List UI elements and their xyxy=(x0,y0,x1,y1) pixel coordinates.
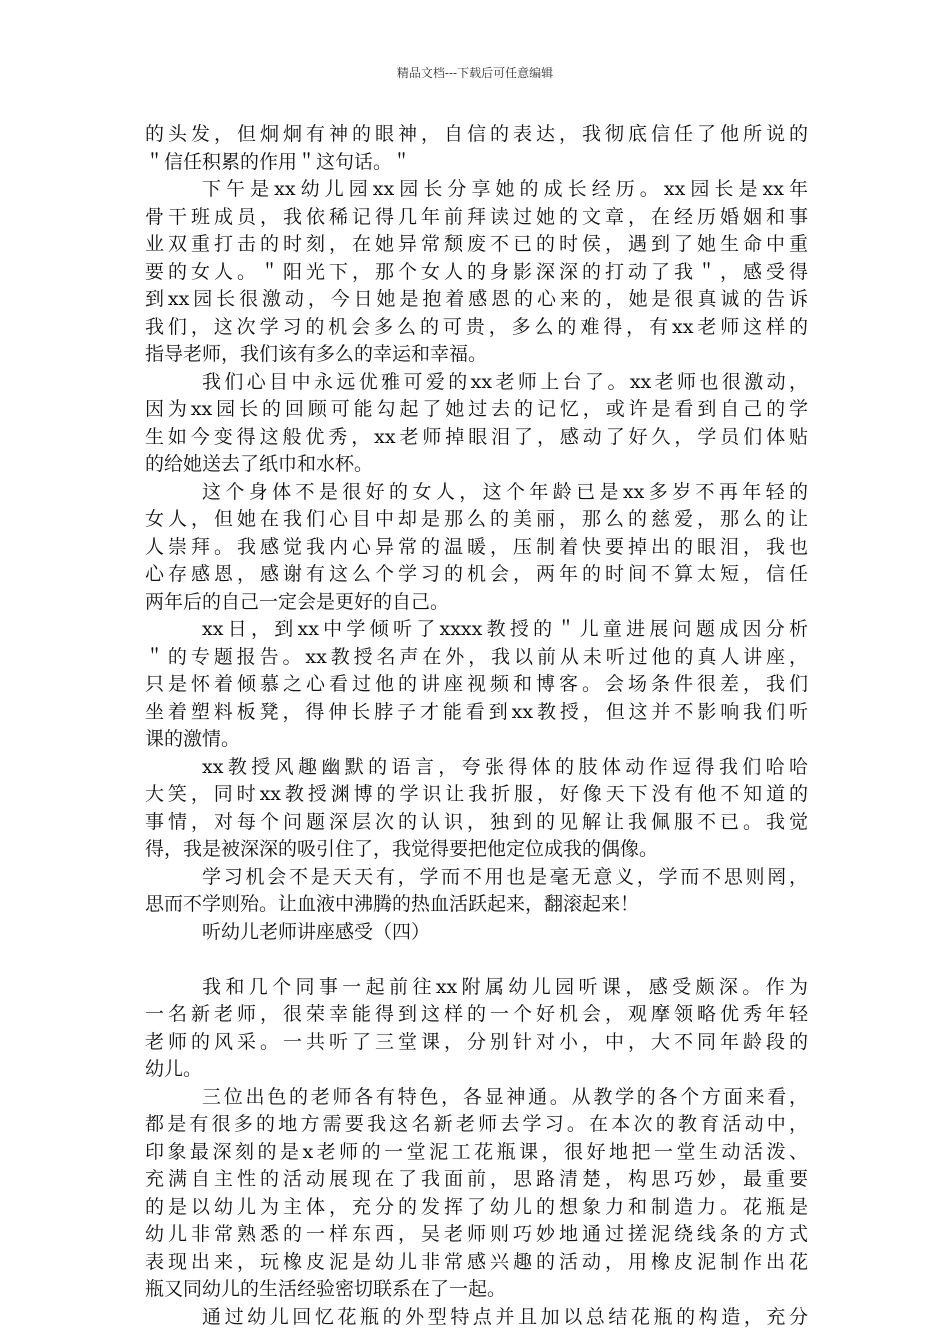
text-line: 的是以幼儿为主体，充分的发挥了幼儿的想象力和制造力。花瓶是 xyxy=(145,1195,808,1218)
text-line: 要的女人。＂阳光下，那个女人的身影深深的打动了我＂，感受得 xyxy=(145,260,808,283)
text-line: 生如今变得这般优秀，xx老师掉眼泪了，感动了好久，学员们体贴 xyxy=(145,425,808,448)
text-line: 充满自主性的活动展现在了我面前，思路清楚，构思巧妙，最重要 xyxy=(145,1168,808,1190)
text-line: 心存感恩，感谢有这么个学习的机会，两年的时间不算太短，信任 xyxy=(145,563,808,585)
text-line: ＂信任积累的作用＂这句话。＂ xyxy=(145,150,412,173)
text-line: 学习机会不是天天有，学而不用也是毫无意义，学而不思则罔， xyxy=(202,865,808,888)
text-line: 业双重打击的时刻，在她异常颓废不已的时侯，遇到了她生命中重 xyxy=(145,233,808,255)
text-line: 印象最深刻的是x老师的一堂泥工花瓶课，很好地把一堂生动活泼、 xyxy=(145,1140,808,1163)
text-line: 的头发，但炯炯有神的眼神，自信的表达，我彻底信任了他所说的 xyxy=(145,123,808,145)
text-line: 坐着塑料板凳，得伸长脖子才能看到xx教授，但这并不影响我们听 xyxy=(145,700,808,723)
text-line: 幼儿。 xyxy=(145,1058,203,1080)
text-line: 人崇拜。我感觉我内心异常的温暖，压制着快要掉出的眼泪，我也 xyxy=(145,535,808,558)
document-body xyxy=(145,121,808,1331)
text-line: 三位出色的老师各有特色，各显神通。从教学的各个方面来看， xyxy=(202,1085,808,1108)
text-line: 老师的风采。一共听了三堂课，分别针对小，中，大不同年龄段的 xyxy=(145,1030,808,1053)
text-line: 表现出来，玩橡皮泥是幼儿非常感兴趣的活动，用橡皮泥制作出花 xyxy=(145,1250,808,1273)
blank-line xyxy=(145,946,808,974)
text-line: 通过幼儿回忆花瓶的外型特点并且加以总结花瓶的构造，充分 xyxy=(202,1305,808,1328)
text-line: 得，我是被深深的吸引住了，我觉得要把他定位成我的偶像。 xyxy=(145,838,659,860)
page-header: 精品文档---下载后可任意编辑 xyxy=(396,66,554,80)
text-line: 女人，但她在我们心目中却是那么的美丽，那么的慈爱，那么的让 xyxy=(145,508,808,530)
text-line: 这个身体不是很好的女人，这个年龄已是xx多岁不再年轻的 xyxy=(202,480,808,503)
text-line: 指导老师，我们该有多么的幸运和幸福。 xyxy=(145,343,488,365)
text-line: 一名新老师，很荣幸能得到这样的一个好机会，观摩领略优秀年轻 xyxy=(145,1003,808,1025)
text-line: 瓶又同幼儿的生活经验密切联系在了一起。 xyxy=(145,1278,507,1300)
text-line: 听幼儿老师讲座感受（四） xyxy=(202,920,431,943)
text-line: 幼儿非常熟悉的一样东西，吴老师则巧妙地通过搓泥绕线条的方式 xyxy=(145,1223,808,1245)
text-line: 只是怀着倾慕之心看过他的讲座视频和博客。会场条件很差，我们 xyxy=(145,673,808,695)
text-line: 因为xx园长的回顾可能勾起了她过去的记忆，或许是看到自己的学 xyxy=(145,398,808,420)
text-line: 到xx园长很激动，今日她是抱着感恩的心来的，她是很真诚的告诉 xyxy=(145,288,808,310)
text-line: 课的激情。 xyxy=(145,728,241,750)
text-line: 事情，对每个问题深层次的认识，独到的见解让我佩服不已。我觉 xyxy=(145,810,808,833)
text-line: ＂的专题报告。xx教授名声在外，我以前从未听过他的真人讲座， xyxy=(145,645,808,668)
text-line: 两年后的自己一定会是更好的自己。 xyxy=(145,590,450,613)
text-line: 我和几个同事一起前往xx附属幼儿园听课，感受颇深。作为 xyxy=(202,975,808,998)
text-line: 下午是xx幼儿园xx园长分享她的成长经历。xx园长是xx年 xyxy=(202,178,808,200)
text-line: 我们，这次学习的机会多么的可贵，多么的难得，有xx老师这样的 xyxy=(145,315,808,338)
text-line: 大笑，同时xx教授渊博的学识让我折服，好像天下没有他不知道的 xyxy=(145,783,808,805)
text-line: 的给她送去了纸巾和水杯。 xyxy=(145,453,374,475)
text-line: 思而不学则殆。让血液中沸腾的热血活跃起来，翻滚起来！ xyxy=(145,893,640,915)
text-line: 我们心目中永远优雅可爱的xx老师上台了。xx老师也很激动， xyxy=(202,370,808,393)
text-line: 都是有很多的地方需要我这名新老师去学习。在本次的教育活动中， xyxy=(145,1113,808,1135)
text-line: xx教授风趣幽默的语言，夸张得体的肢体动作逗得我们哈哈 xyxy=(202,755,808,778)
text-line: xx日，到xx中学倾听了xxxx教授的＂儿童进展问题成因分析 xyxy=(202,618,808,640)
text-line: 骨干班成员，我依稀记得几年前拜读过她的文章，在经历婚姻和事 xyxy=(145,205,808,228)
